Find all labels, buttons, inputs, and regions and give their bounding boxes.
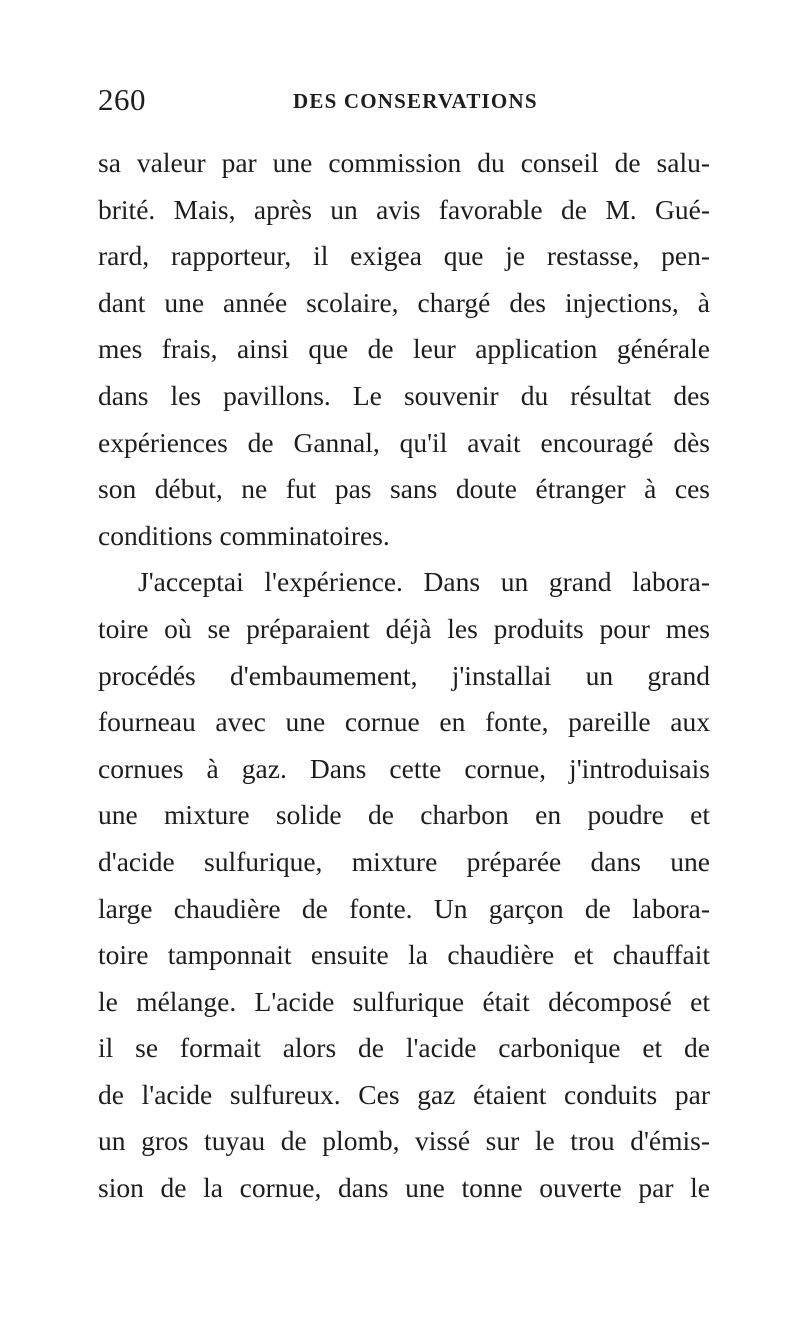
text-line: son début, ne fut pas sans doute étranger à ces [98, 473, 710, 505]
text-line: sa valeur par une commission du conseil de salu- [98, 147, 710, 178]
text-line: le mélange. L'acide sulfurique était décomposé et [98, 985, 710, 1017]
text-line: mes frais, ainsi que de leur application générale [98, 333, 710, 365]
text-line: sion de la cornue, dans une tonne ouverte par le [98, 1172, 710, 1204]
body-text [98, 140, 710, 1212]
text-line: dans les pavillons. Le souvenir du résultat des [98, 379, 710, 411]
text-line: rard, rapporteur, il exigea que je restasse, pen- [98, 240, 710, 272]
page-number: 260 [98, 82, 146, 117]
text-line: d'acide sulfurique, mixture préparée dans une [98, 845, 710, 877]
text-line: toire tamponnait ensuite la chaudière et chauffait [98, 939, 710, 971]
text-line: dant une année scolaire, chargé des injections, à [98, 286, 710, 318]
text-line: large chaudière de fonte. Un garçon de labora- [98, 892, 710, 924]
paragraph-end-line: conditions comminatoires. [98, 519, 390, 551]
text-line: il se formait alors de l'acide carbonique et de [98, 1032, 710, 1064]
text-line: expériences de Gannal, qu'il avait encouragé dès [98, 426, 710, 458]
text-line: une mixture solide de charbon en poudre et [98, 799, 710, 831]
paragraph-start-line: J'acceptai l'expérience. Dans un grand labora- [138, 566, 710, 598]
text-line: cornues à gaz. Dans cette cornue, j'introduisais [98, 752, 710, 784]
text-line: toire où se préparaient déjà les produits pour mes [98, 612, 710, 644]
text-line: de l'acide sulfureux. Ces gaz étaient conduits par [98, 1078, 710, 1110]
running-head [98, 82, 710, 122]
text-line: brité. Mais, après un avis favorable de M. Gué- [98, 193, 710, 225]
running-title: DES CONSERVATIONS [293, 89, 538, 113]
text-line: un gros tuyau de plomb, vissé sur le trou d'émis- [98, 1125, 710, 1157]
text-line: fourneau avec une cornue en fonte, pareille aux [98, 706, 710, 738]
text-line: procédés d'embaumement, j'installai un grand [98, 659, 710, 691]
